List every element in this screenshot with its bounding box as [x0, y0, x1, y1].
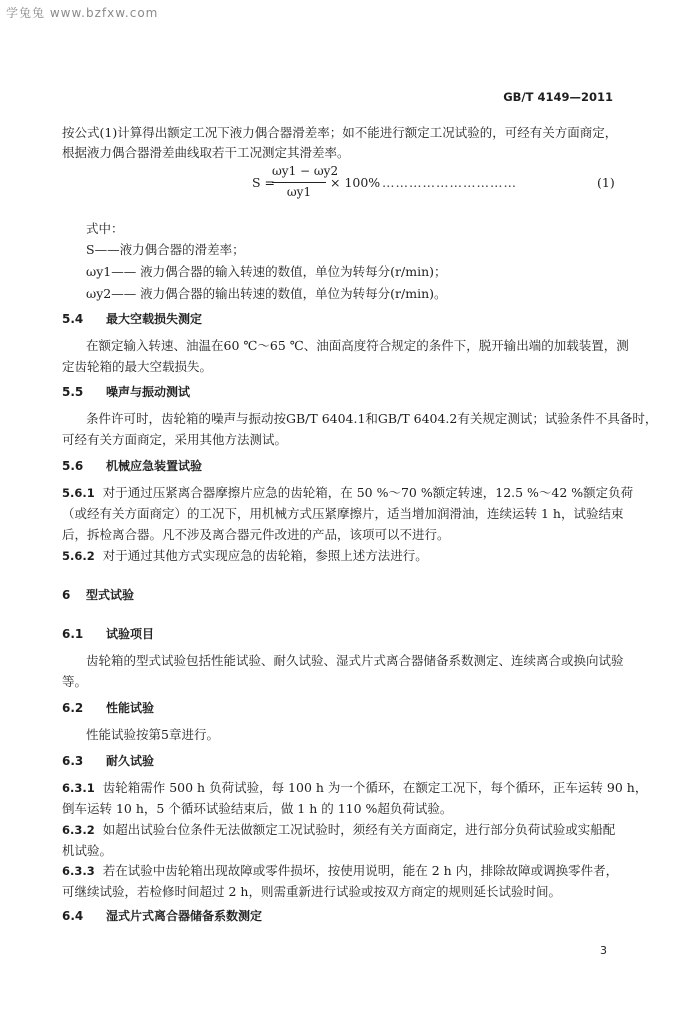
intro-line-2: 根据液力偶合器滑差曲线取若干工况测定其滑差率。 — [62, 145, 350, 160]
heading-5-4: 5.4 最大空载损失测定 — [62, 312, 203, 326]
s62-text: 性能试验按第5章进行。 — [86, 727, 219, 742]
s561-line-1: 5.6.1 对于通过压紧离合器摩擦片应急的齿轮箱，在 50 %～70 %额定转速，12.5 %～42 %额定负荷 — [62, 485, 634, 500]
heading-6-1: 6.1 试验项目 — [62, 627, 155, 641]
s54-line-2: 定齿轮箱的最大空载损失。 — [62, 359, 213, 374]
heading-6-2: 6.2 性能试验 — [62, 701, 155, 715]
s61-line-2: 等。 — [62, 674, 88, 689]
where-item-s: S——液力偶合器的滑差率； — [86, 242, 245, 257]
formula-denominator: ωy1 — [286, 185, 312, 199]
formula-dots: ………………………… — [382, 175, 517, 190]
formula-number: (1) — [597, 175, 615, 190]
heading-5-5: 5.5 噪声与振动测试 — [62, 385, 191, 399]
s631-line-2: 倒车运转 10 h，5 个循环试验结束后，做 1 h 的 110 %超负荷试验。 — [62, 801, 453, 816]
intro-line-1: 按公式(1)计算得出额定工况下液力偶合器滑差率；如不能进行额定工况试验的，可经有关方面商定， — [62, 125, 618, 140]
heading-6: 6 型式试验 — [62, 588, 135, 602]
formula-numerator: ωy1 − ωy2 — [272, 164, 339, 178]
s631-line-1: 6.3.1 齿轮箱需作 500 h 负荷试验，每 100 h 为一个循环，在额定工况下，每个循环，正车运转 90 h， — [62, 780, 648, 795]
heading-5-6: 5.6 机械应急装置试验 — [62, 459, 203, 473]
heading-6-4: 6.4 湿式片式离合器储备系数测定 — [62, 909, 263, 923]
s55-line-1: 条件许可时，齿轮箱的噪声与振动按GB/T 6404.1和GB/T 6404.2有关规定测试；试验条件不具备时， — [86, 411, 658, 426]
s562-line-1: 5.6.2 对于通过其他方式实现应急的齿轮箱，参照上述方法进行。 — [62, 548, 428, 563]
s633-line-1: 6.3.3 若在试验中齿轮箱出现故障或零件损坏，按使用说明，能在 2 h 内，排除故障或调换零件者， — [62, 863, 619, 878]
s61-line-1: 齿轮箱的型式试验包括性能试验、耐久试验、湿式片式离合器储备系数测定、连续离合或换向试验 — [86, 653, 624, 668]
where-label: 式中： — [86, 221, 124, 236]
formula-rhs: × 100% — [330, 175, 381, 190]
page-number: 3 — [600, 944, 607, 957]
s55-line-2: 可经有关方面商定，采用其他方法测试。 — [62, 432, 288, 447]
s561-line-2: （或经有关方面商定）的工况下，用机械方式压紧摩擦片，适当增加润滑油，连续运转 1 h，试验结束 — [62, 506, 624, 521]
where-item-omega-1: ωy1—— 液力偶合器的输入转速的数值，单位为转每分(r/min)； — [86, 264, 447, 279]
s54-line-1: 在额定输入转速、油温在60 ℃～65 ℃、油面高度符合规定的条件下，脱开输出端的加载装置，测 — [86, 338, 629, 353]
heading-6-3: 6.3 耐久试验 — [62, 754, 155, 768]
s633-line-2: 可继续试验，若检修时间超过 2 h，则需重新进行试验或按双方商定的规则延长试验时间。 — [62, 884, 561, 899]
formula-1 — [252, 164, 632, 208]
s632-line-1: 6.3.2 如超出试验台位条件无法做额定工况试验时，须经有关方面商定，进行部分负荷试验或实船配 — [62, 822, 616, 837]
where-item-omega-2: ωy2—— 液力偶合器的输出转速的数值，单位为转每分(r/min)。 — [86, 286, 447, 301]
formula-lhs: S = — [252, 175, 276, 190]
fraction-bar — [272, 182, 326, 183]
s561-line-3: 后，拆检离合器。凡不涉及离合器元件改进的产品，该项可以不进行。 — [62, 527, 450, 542]
standard-number: GB/T 4149—2011 — [503, 90, 613, 104]
watermark: 学兔兔 www.bzfxw.com — [6, 6, 159, 20]
s632-line-2: 机试验。 — [62, 843, 113, 858]
